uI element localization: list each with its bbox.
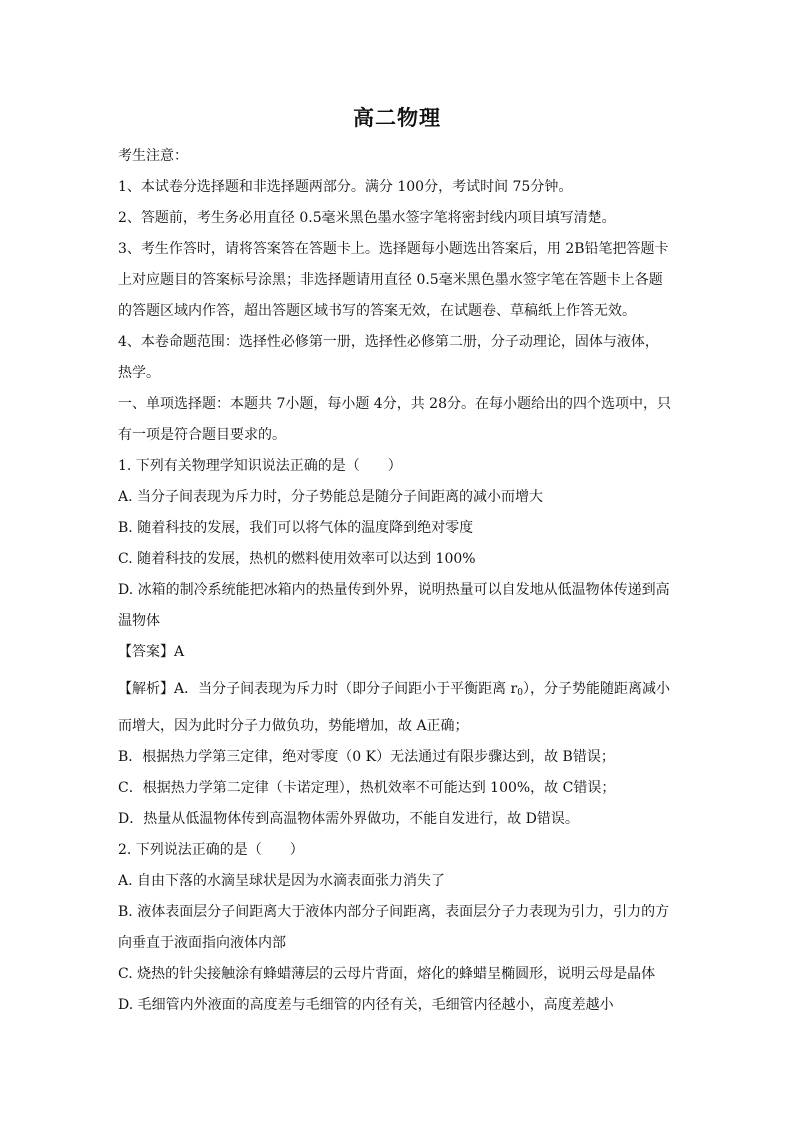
question-1-option-b: B. 随着科技的发展，我们可以将气体的温度降到绝对零度 [118, 520, 474, 536]
question-1-option-d-line-2: 温物体 [118, 613, 160, 629]
notice-item-2: 2、答题前，考生务必用直径 0.5毫米黑色墨水签字笔将密封线内项目填写清楚。 [118, 210, 616, 226]
question-1-option-c: C. 随着科技的发展，热机的燃料使用效率可以达到 100% [118, 551, 476, 567]
notice-heading: 考生注意： [118, 148, 188, 164]
notice-item-4-line-2: 热学。 [118, 365, 160, 381]
question-1-option-d-line-1: D. 冰箱的制冷系统能把冰箱内的热量传到外界，说明热量可以自发地从低温物体传递到高 [118, 582, 670, 598]
notice-item-4-line-1: 4、本卷命题范围：选择性必修第一册，选择性必修第二册，分子动理论，固体与液体， [118, 334, 659, 350]
question-1-analysis-line-1 [118, 679, 678, 703]
question-2-option-b-line-1: B. 液体表面层分子间距离大于液体内部分子间距离，表面层分子力表现为引力，引力的方 [118, 904, 670, 920]
analysis-text-pre: 【解析】A．当分子间表现为斥力时（即分子间距小于平衡距离 r [118, 681, 518, 697]
question-2-stem: 2. 下列说法正确的是（ ） [118, 842, 304, 858]
notice-item-3-line-3: 的答题区域内作答，超出答题区域书写的答案无效，在试题卷、草稿纸上作答无效。 [118, 303, 636, 319]
section-heading-line-2: 有一项是符合题目要求的。 [118, 427, 286, 443]
notice-item-1: 1、本试卷分选择题和非选择题两部分。满分 100分，考试时间 75分钟。 [118, 179, 573, 195]
question-1-analysis-d: D．热量从低温物体传到高温物体需外界做功，不能自发进行，故 D错误。 [118, 811, 579, 827]
question-1-analysis-b: B．根据热力学第三定律，绝对零度（0 K）无法通过有限步骤达到，故 B错误； [118, 749, 615, 765]
analysis-subscript: 0 [517, 688, 523, 698]
notice-item-3-line-2: 上对应题目的答案标号涂黑；非选择题请用直径 0.5毫米黑色墨水签字笔在答题卡上各题 [118, 272, 663, 288]
question-1-stem: 1. 下列有关物理学知识说法正确的是（ ） [118, 458, 402, 474]
section-heading-line-1: 一、单项选择题：本题共 7小题，每小题 4分，共 28分。在每小题给出的四个选项中，只 [118, 396, 671, 412]
question-2-option-d: D. 毛细管内外液面的高度差与毛细管的内径有关，毛细管内径越小，高度差越小 [118, 997, 614, 1013]
question-1-analysis-line-2: 而增大，因为此时分子力做负功，势能增加，故 A正确； [118, 718, 469, 734]
question-1-option-a: A. 当分子间表现为斥力时，分子势能总是随分子间距离的减小而增大 [118, 489, 544, 505]
question-1-answer: 【答案】A [118, 644, 185, 660]
question-1-analysis-c: C．根据热力学第二定律（卡诺定理），热机效率不可能达到 100%，故 C错误； [118, 780, 616, 796]
analysis-text-post: ），分子势能随距离减小 [523, 681, 670, 697]
notice-item-3-line-1: 3、考生作答时，请将答案答在答题卡上。选择题每小题选出答案后，用 2B铅笔把答题卡 [118, 241, 669, 257]
question-2-option-a: A. 自由下落的水滴呈球状是因为水滴表面张力消失了 [118, 873, 446, 889]
page-title: 高二物理 [353, 105, 441, 130]
question-2-option-b-line-2: 向垂直于液面指向液体内部 [118, 935, 286, 951]
question-2-option-c: C. 烧热的针尖接触涂有蜂蜡薄层的云母片背面，熔化的蜂蜡呈椭圆形，说明云母是晶体 [118, 966, 656, 982]
